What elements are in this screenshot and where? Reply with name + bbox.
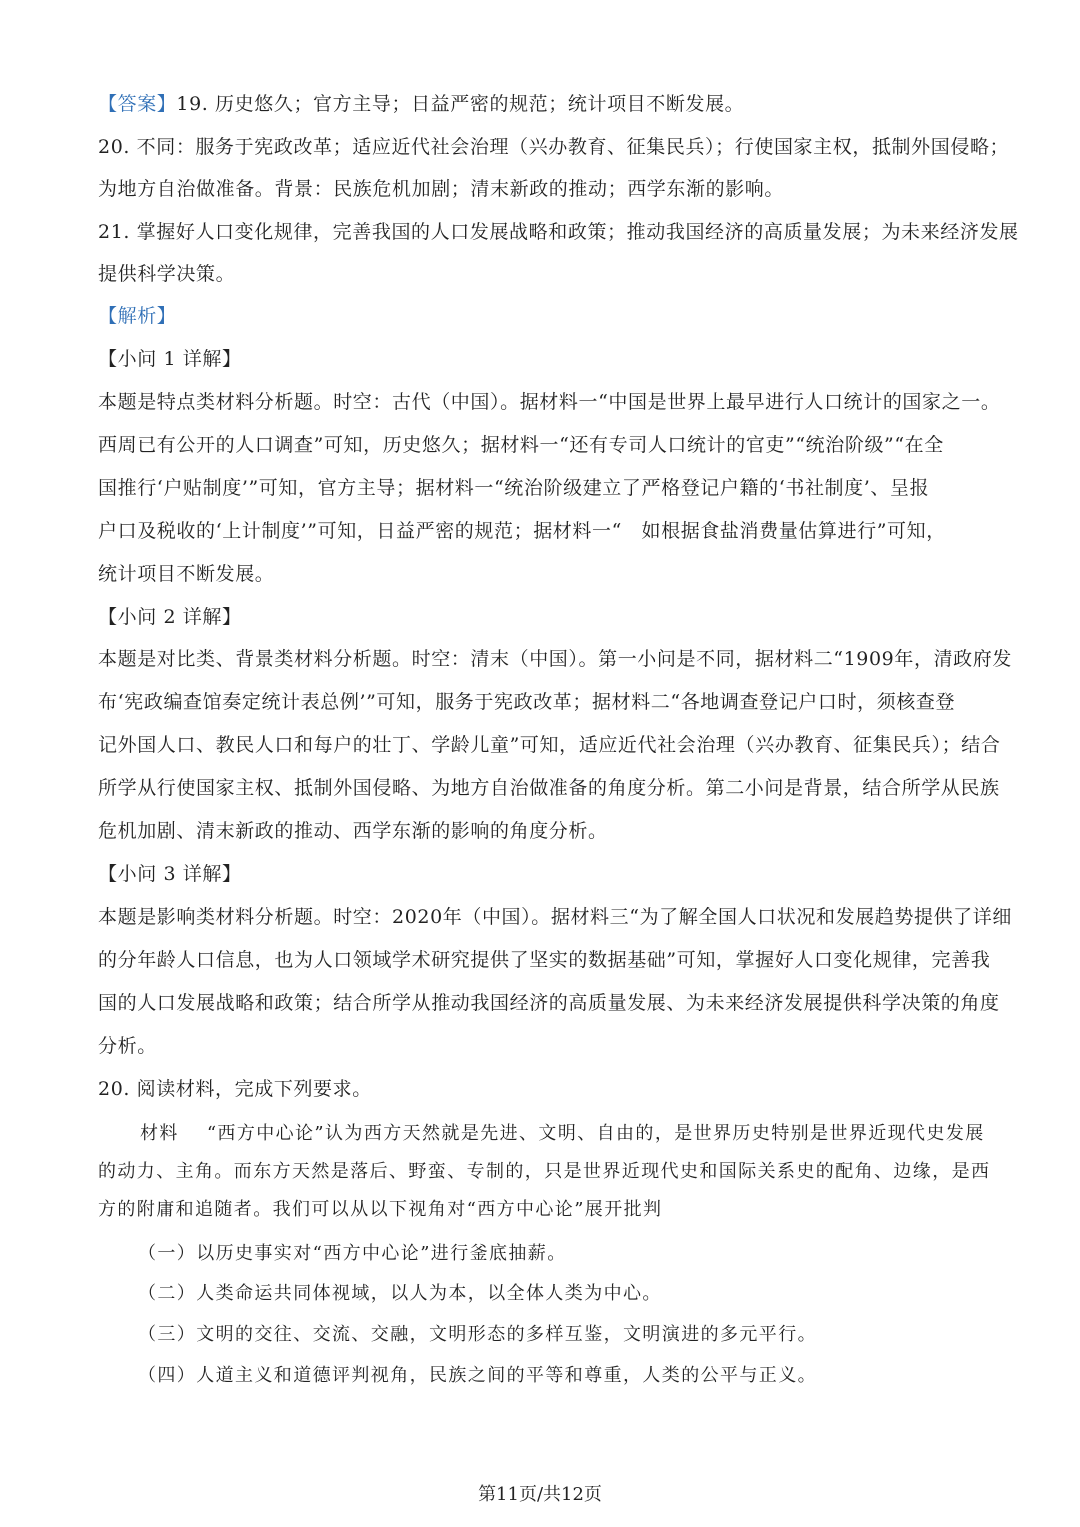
sub1-heading: 【小问 1 详解】 [98,348,242,370]
material-text-1: “西方中心论”认为西方天然就是先进、文明、自由的，是世界历史特别是世界近现代史发展 [206,1123,985,1144]
sub2-line: 布‘宪政编查馆奏定统计表总例’”可知，服务于宪政改革；据材料二“各地调查登记户口时，须核查登 [98,691,956,713]
sub3-line: 国的人口发展战略和政策；结合所学从推动我国经济的高质量发展、为未来经济发展提供科学决策的角度 [98,992,1000,1014]
material-item: （二）人类命运共同体视域，以人为本，以全体人类为中心。 [138,1283,662,1304]
material-line3: 方的附庸和追随者。我们可以从以下视角对“西方中心论”展开批判 [98,1199,663,1220]
sub3-line: 分析。 [98,1035,157,1057]
material-label: 材料 [140,1123,179,1144]
answer-q21-line1: 21. 掌握好人口变化规律，完善我国的人口发展战略和政策；推动我国经济的高质量发展；为未来经济发展 [98,221,1019,243]
sub1-line: 统计项目不断发展。 [98,563,275,585]
material-item: （三）文明的交往、交流、交融，文明形态的多样互鉴，文明演进的多元平行。 [138,1324,817,1345]
sub3-line: 本题是影响类材料分析题。时空：2020年（中国）。据材料三“为了解全国人口状况和发展趋势提供了详细 [98,906,1012,928]
sub2-line: 本题是对比类、背景类材料分析题。时空：清末（中国）。第一小问是不同，据材料二“1909年，清政府发 [98,648,1012,670]
sub2-heading: 【小问 2 详解】 [98,606,242,628]
material-item: （一）以历史事实对“西方中心论”进行釜底抽薪。 [138,1243,567,1264]
page-number: 第11页/共12页 [478,1484,602,1505]
answer-q19-line [98,92,744,116]
material-line1 [140,1122,985,1146]
question20-prompt: 20. 阅读材料，完成下列要求。 [98,1078,372,1100]
answer-q19: 19. 历史悠久；官方主导；日益严密的规范；统计项目不断发展。 [176,93,745,115]
sub1-line: 国推行‘户贴制度’”可知，官方主导；据材料一“统治阶级建立了严格登记户籍的‘书社制度’、呈报 [98,477,930,499]
sub1-line: 本题是特点类材料分析题。时空：古代（中国）。据材料一“中国是世界上最早进行人口统计的国家之一。 [98,391,1001,413]
material-item: （四）人道主义和道德评判视角，民族之间的平等和尊重，人类的公平与正义。 [138,1365,817,1386]
analysis-tag: 【解析】 [98,305,177,327]
sub2-line: 记外国人口、教民人口和每户的壮丁、学龄儿童”可知，适应近代社会治理（兴办教育、征集民兵）；结合 [98,734,1001,756]
sub3-heading: 【小问 3 详解】 [98,863,242,885]
answer-tag: 【答案】 [98,93,177,115]
answer-q21-line2: 提供科学决策。 [98,263,236,285]
sub2-line: 所学从行使国家主权、抵制外国侵略、为地方自治做准备的角度分析。第二小问是背景，结合所学从民族 [98,777,1000,799]
sub3-line: 的分年龄人口信息，也为人口领域学术研究提供了坚实的数据基础”可知，掌握好人口变化规律，完善我 [98,949,991,971]
sub2-line: 危机加剧、清末新政的推动、西学东渐的影响的角度分析。 [98,820,608,842]
sub1-line: 户口及税收的‘上计制度’”可知，日益严密的规范；据材料一“ 如根据食盐消费量估算进行”可知， [98,520,946,542]
answer-q20-line2: 为地方自治做准备。背景：民族危机加剧；清末新政的推动；西学东渐的影响。 [98,178,785,200]
material-line2: 的动力、主角。而东方天然是落后、野蛮、专制的，只是世界近现代史和国际关系史的配角、边缘，是西 [98,1161,991,1182]
answer-q20-line1: 20. 不同：服务于宪政改革；适应近代社会治理（兴办教育、征集民兵）；行使国家主权，抵制外国侵略； [98,136,1010,158]
sub1-line: 西周已有公开的人口调查”可知，历史悠久；据材料一“还有专司人口统计的官吏”“统治阶级”“在全 [98,434,944,456]
